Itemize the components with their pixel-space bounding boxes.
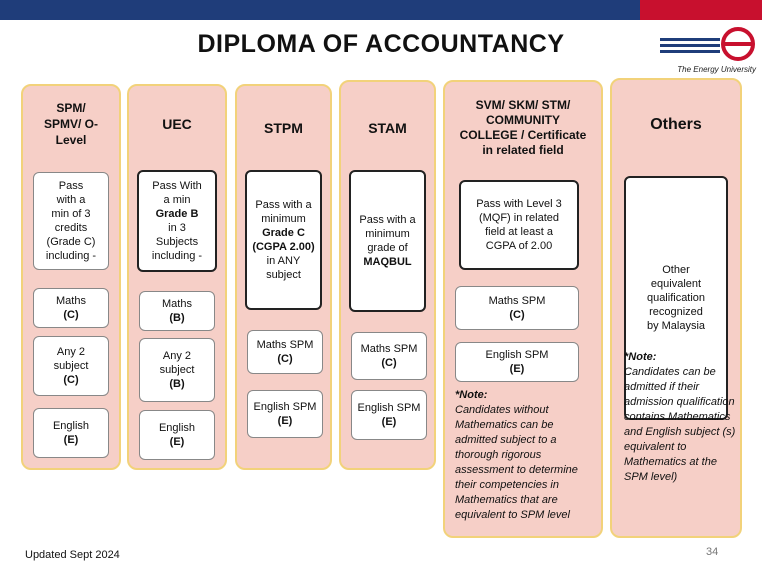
subject-name: English SPM xyxy=(485,349,549,361)
requirement-line: Other xyxy=(662,264,690,276)
page-title: DIPLOMA OF ACCOUNTANCY xyxy=(197,30,565,58)
subject-box-english xyxy=(139,410,215,460)
subject-box-maths xyxy=(351,332,427,380)
requirement-line: Pass With xyxy=(152,180,202,192)
subject-name: Maths SPM xyxy=(256,339,314,351)
column-header: SPM/ SPMV/ O-Level xyxy=(43,101,98,147)
requirement-line: Subjects xyxy=(155,236,199,248)
requirement-line: Pass with Level 3 xyxy=(476,198,562,210)
top-banner-accent xyxy=(640,0,762,20)
subject-grade: (E) xyxy=(63,434,79,446)
requirement-box xyxy=(459,180,579,270)
requirement-line: with a xyxy=(56,194,86,206)
note-text: Candidates without Mathematics can be admitted subject to a thorough rigorous assessment to determine their competencies in Mathematics that are equivalent to SPM level xyxy=(455,404,578,521)
subject-name: Maths SPM xyxy=(488,295,546,307)
subject-box-maths xyxy=(33,288,109,328)
subject-name: Maths SPM xyxy=(360,343,418,355)
requirement-line: grade of xyxy=(367,242,408,254)
requirement-line: by Malaysia xyxy=(646,320,706,332)
requirement-line: Pass xyxy=(58,180,84,192)
subject-name: Any 2 subject xyxy=(53,346,89,372)
subject-grade: (E) xyxy=(381,416,397,428)
requirement-line: in ANY xyxy=(266,255,301,267)
requirement-box xyxy=(137,170,217,272)
requirement-line: a min xyxy=(163,194,191,206)
requirement-box xyxy=(245,170,322,310)
column-stpm xyxy=(235,84,332,470)
note-block xyxy=(624,350,740,485)
requirement-line: min of 3 xyxy=(51,208,91,220)
column-others xyxy=(610,78,742,538)
column-header: Others xyxy=(650,116,702,133)
subject-box-maths xyxy=(139,291,215,331)
requirement-line: including - xyxy=(45,250,97,262)
column-header: STAM xyxy=(368,120,407,136)
subject-box-maths xyxy=(455,286,579,330)
requirement-line: (MQF) in related xyxy=(478,212,560,224)
note-label: *Note: xyxy=(455,389,488,401)
subject-grade: (E) xyxy=(509,363,525,375)
logo-tagline: The Energy University xyxy=(677,65,756,74)
requirement-line: Grade C xyxy=(262,227,305,239)
requirement-line: (Grade C) xyxy=(46,236,96,248)
requirement-line: minimum xyxy=(365,228,410,240)
requirement-line: CGPA of 2.00 xyxy=(485,240,553,252)
requirement-line: minimum xyxy=(261,213,306,225)
subject-name: Any 2 subject xyxy=(159,350,195,376)
subject-grade: (C) xyxy=(277,353,293,365)
requirement-line: credits xyxy=(54,222,88,234)
column-header: STPM xyxy=(264,120,303,136)
subject-grade: (B) xyxy=(169,312,185,324)
requirement-box xyxy=(349,170,426,312)
requirement-line: MAQBUL xyxy=(363,256,412,268)
subject-name: English xyxy=(52,420,90,432)
requirement-line: recognized xyxy=(649,306,703,318)
requirement-box xyxy=(33,172,109,270)
subject-name: English SPM xyxy=(357,402,421,414)
subject-grade: (C) xyxy=(381,357,397,369)
requirement-line: (CGPA 2.00) xyxy=(252,241,315,253)
requirement-line: including - xyxy=(151,250,203,262)
column-stam xyxy=(339,80,436,470)
subject-name: Maths xyxy=(56,295,86,307)
subject-box-english xyxy=(351,390,427,440)
note-label: *Note: xyxy=(624,351,657,363)
subject-grade: (E) xyxy=(277,415,293,427)
requirement-line: qualification xyxy=(646,292,706,304)
subject-box-english xyxy=(247,390,323,438)
subject-box-maths xyxy=(247,330,323,374)
subject-grade: (C) xyxy=(63,309,79,321)
updated-date: Updated Sept 2024 xyxy=(25,549,120,561)
page-number: 34 xyxy=(706,546,719,558)
subject-box-any2 xyxy=(33,336,109,396)
subject-name: English xyxy=(158,422,196,434)
column-svm xyxy=(443,80,603,538)
requirement-line: field at least a xyxy=(485,226,553,238)
requirement-line: in 3 xyxy=(168,222,186,234)
requirement-line: Pass with a xyxy=(255,199,312,211)
column-uec xyxy=(127,84,227,470)
note-text: Candidates can be admitted if their admission qualification contains Mathematics and English subject (s) equivalent to Mathematics at the SPM level) xyxy=(624,366,736,483)
requirement-line: subject xyxy=(266,269,301,281)
column-header: UEC xyxy=(162,116,192,132)
column-header: SVM/ SKM/ STM/ COMMUNITY COLLEGE / Certificate in related field xyxy=(459,98,587,157)
requirement-line: Grade B xyxy=(155,208,199,220)
subject-grade: (B) xyxy=(169,378,185,390)
subject-name: English SPM xyxy=(253,401,317,413)
subject-grade: (E) xyxy=(169,436,185,448)
top-banner-bar xyxy=(0,0,640,20)
subject-box-any2 xyxy=(139,338,215,402)
column-spm xyxy=(21,84,121,470)
subject-box-english xyxy=(455,342,579,382)
subject-box-english xyxy=(33,408,109,458)
subject-name: Maths xyxy=(162,298,192,310)
subject-grade: (C) xyxy=(509,309,525,321)
requirement-line: Pass with a xyxy=(359,214,416,226)
note-block xyxy=(455,388,597,523)
subject-grade: (C) xyxy=(63,374,79,386)
requirement-line: equivalent xyxy=(650,278,702,290)
